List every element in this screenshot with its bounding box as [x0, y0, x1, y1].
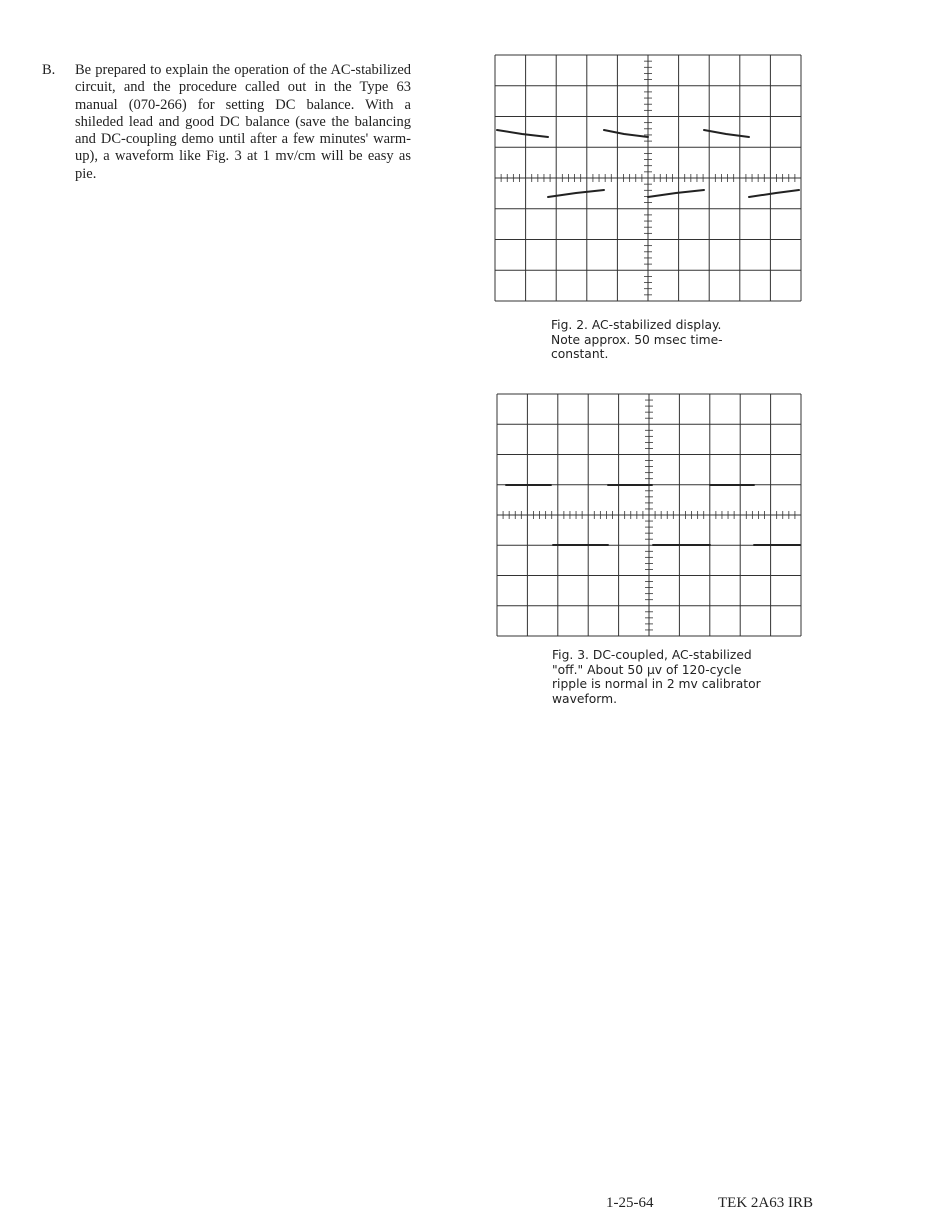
fig2-trace-segment [604, 130, 648, 137]
caption-line: ripple is normal in 2 mv calibrator [552, 677, 761, 692]
fig3-graticule [496, 393, 802, 637]
fig2-trace-segment [648, 190, 704, 197]
fig2-graticule [494, 54, 802, 302]
footer-date: 1-25-64 [606, 1195, 654, 1211]
section-label: B. [42, 62, 56, 78]
fig2-trace-segment [704, 130, 749, 137]
caption-line: "off." About 50 µv of 120-cycle [552, 662, 742, 677]
caption-line: Fig. 3. DC-coupled, AC-stabilized [552, 648, 752, 662]
fig2-trace-segment [497, 130, 548, 137]
section-paragraph: Be prepared to explain the operation of the AC-stabilized circuit, and the procedure called out in the Type 63 manual (070-266) for setting DC balance. With a shileded lead and good DC balance (save the balancing and DC-coupling demo until after a few minutes' warm-up), a waveform like Fig. 3 at 1 mv/cm will be easy as pie. [75, 62, 411, 182]
fig3-caption [552, 648, 761, 706]
footer-id: TEK 2A63 IRB [718, 1195, 813, 1211]
caption-line: Note approx. 50 msec time- [551, 332, 723, 347]
caption-line: Fig. 2. AC-stabilized display. [551, 318, 722, 332]
caption-line: waveform. [552, 691, 618, 706]
fig2-trace-segment [749, 190, 799, 197]
fig2-caption [551, 318, 723, 362]
caption-line: constant. [551, 347, 609, 362]
